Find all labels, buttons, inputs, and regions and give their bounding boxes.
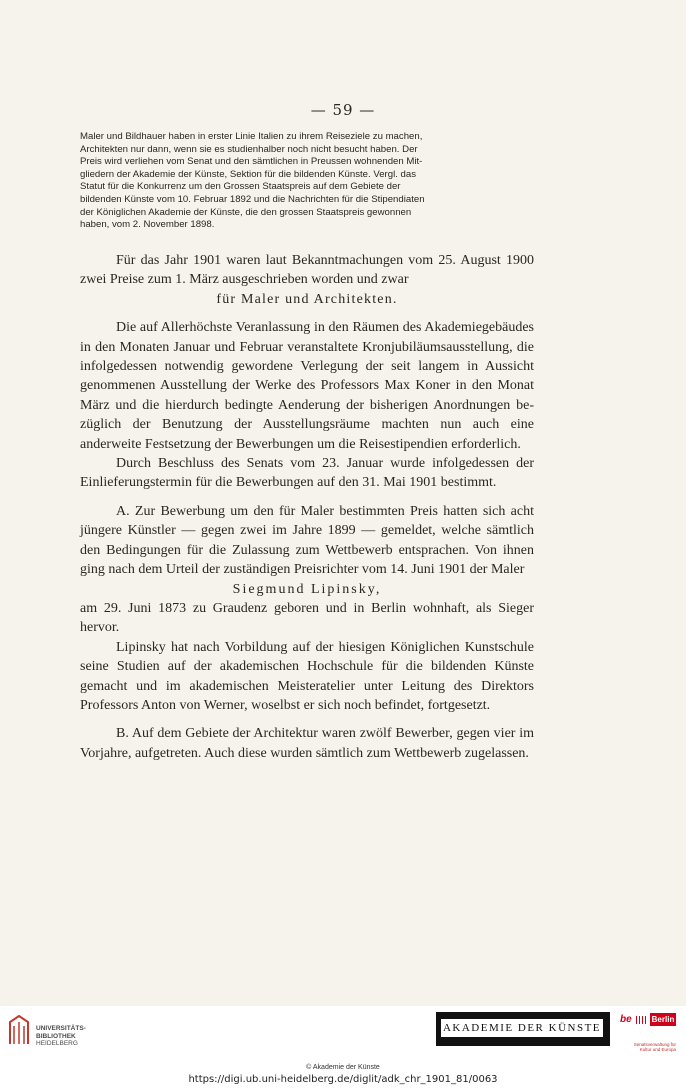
viewer-footer: [0, 1006, 686, 1090]
paragraph: am 29. Juni 1873 zu Graudenz geboren und in Berlin wohnhaft, als Sieger hervor.: [80, 600, 534, 636]
berlin-bars-icon: [636, 1016, 648, 1024]
footnote-line: haben, vom 2. November 1898.: [80, 219, 215, 231]
berlin-subtitle: Senatsverwaltung für Kultur und Europa: [633, 1042, 676, 1052]
footnote-line: Architekten nur dann, wenn sie es studienhalber noch nicht besucht haben. Der: [80, 143, 418, 155]
footnote-line: gliedern der Akademie der Künste, Sektion für die bildenden Künste. Vergl. das: [80, 168, 416, 180]
ub-line: BIBLIOTHEK: [36, 1032, 76, 1040]
footnote-line: Preis wird verliehen vom Senat und den sämtlichen in Preussen wohnenden Mit-: [80, 156, 423, 168]
ub-line: HEIDELBERG: [36, 1040, 78, 1047]
centered-line: für Maler und Architekten.: [216, 291, 398, 307]
page-number: — 59 —: [310, 101, 376, 119]
berlin-logo[interactable]: [618, 1012, 678, 1050]
footnote-line: bildenden Künste vom 10. Februar 1892 und die Nachrichten für die Stipendiaten: [80, 193, 425, 205]
copyright-text: © Akademie der Künste: [306, 1064, 380, 1071]
permalink-url[interactable]: https://digi.ub.uni-heidelberg.de/diglit/adk_chr_1901_81/0063: [188, 1074, 498, 1085]
ub-emblem-icon: [6, 1014, 32, 1048]
centered-line: Siegmund Lipinsky,: [232, 581, 382, 597]
footnote-block: [80, 131, 534, 232]
paragraph: Die auf Allerhöchste Veranlassung in den Räumen des Akademiegebäudes in den Monaten Januar und Februar veranstaltete Kronjubiläumsausstellung, die infolgedessen notwendig gewordene Verlegung der seit langem in Aussicht genommenen Ausstellung der Werke des Professors Max Koner in den Monat März und die hierdurch bedingte Aenderung der bisherigen Anordnungen bezüglich der Benutzung der Ausstellungsräume machten nun auch eine anderweite Festsetzung der Bewerbungen um die Reisestipendien erforderlich.: [80, 320, 534, 452]
paragraph: A. Zur Bewerbung um den für Maler bestimmten Preis hatten sich acht jüngere Künstler — gegen zwei im Jahre 1899 — gemeldet, welche sämtlich den Bedingungen für die Zulassung zum Wettbewerb entsprachen. Von ihnen ging nach dem Urteil der zuständigen Preisrichter vom 14. Juni 1901 der Maler: [80, 503, 534, 578]
footnote-line: der Königlichen Akademie der Künste, die den grossen Staatspreis gewonnen: [80, 206, 412, 218]
ub-line: UNIVERSITÄTS-: [36, 1025, 86, 1032]
paragraph: Für das Jahr 1901 waren laut Bekanntmachungen vom 25. August 1900 zwei Preise zum 1. März ausgeschrieben worden und zwar: [80, 253, 534, 288]
berlin-be: be: [620, 1014, 632, 1025]
akademie-logo[interactable]: [436, 1012, 610, 1046]
berlin-wordmark: [618, 1012, 678, 1028]
paragraph: B. Auf dem Gebiete der Architektur waren zwölf Bewerber, gegen vier im Vorjahre, aufgetreten. Auch diese wurden sämtlich zum Wettbewerb zugelassen.: [80, 726, 534, 761]
ub-name: [36, 1025, 86, 1048]
footnote-line: Maler und Bildhauer haben in erster Linie Italien zu ihrem Reiseziele zu machen,: [80, 131, 423, 142]
paragraph: Durch Beschluss des Senats vom 23. Januar wurde infolgedessen der Einlieferungstermin für die Bewerbungen auf den 31. Mai 1901 bestimmt.: [80, 456, 534, 491]
paragraph: Lipinsky hat nach Vorbildung auf der hiesigen Königlichen Kunstschule seine Studien auf der akademischen Hochschule für die bildenden Künste gemacht und im akademischen Meisteratelier unter Leitung des Direktors Professors Anton von Werner, woselbst er sich noch befindet, fortgesetzt.: [80, 639, 534, 713]
ub-heidelberg-logo[interactable]: [6, 1014, 116, 1058]
body-text: [80, 251, 534, 763]
footnote-line: Statut für die Konkurrenz um den Grossen Staatspreis auf dem Gebiete der: [80, 181, 401, 193]
berlin-word: Berlin: [651, 1015, 675, 1024]
akademie-label: AKADEMIE DER KÜNSTE: [441, 1019, 603, 1037]
